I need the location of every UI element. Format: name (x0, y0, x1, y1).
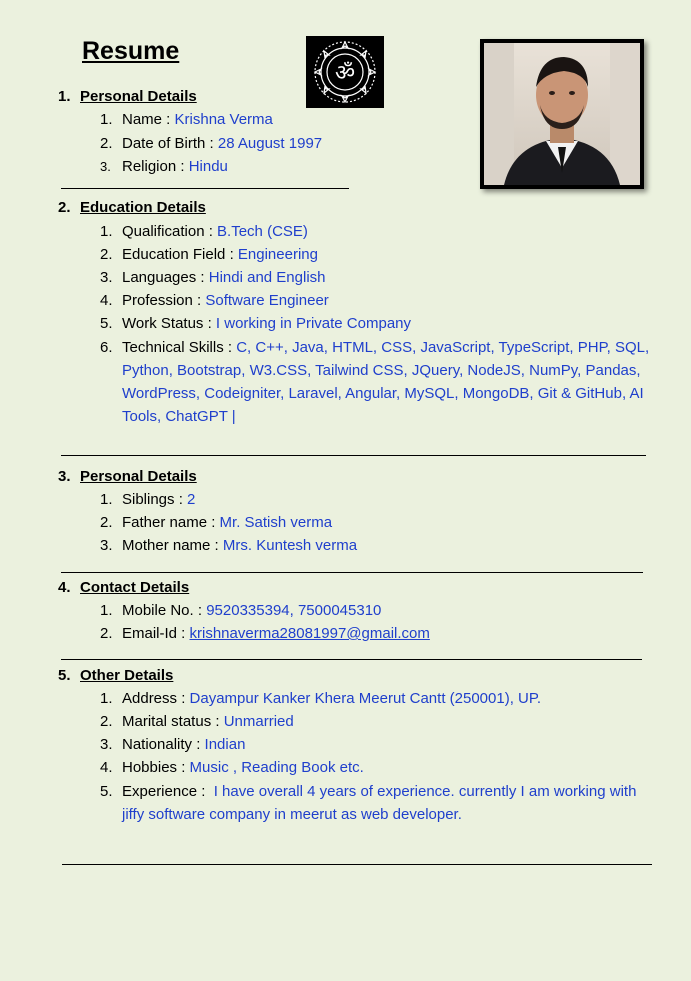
item-label: Work Status : (122, 315, 216, 332)
list-item (100, 534, 357, 557)
item-value: Dayampur Kanker Khera Meerut Cantt (250001), UP. (189, 690, 542, 707)
item-value: Krishna Verma (174, 111, 273, 128)
section-title: Other Details (80, 667, 174, 684)
item-number: 1. (100, 491, 113, 508)
item-value: Engineering (237, 246, 318, 263)
item-number: 3. (100, 159, 111, 174)
item-label: Technical Skills : (122, 339, 237, 356)
divider (61, 188, 349, 189)
list-item (100, 622, 430, 645)
item-label: Profession : (122, 292, 206, 309)
section-heading-personal-details-2 (58, 468, 197, 485)
item-value: Indian (204, 736, 246, 753)
item-number: 4. (100, 759, 113, 776)
item-number: 2. (100, 625, 113, 642)
section-title: Education Details (80, 199, 206, 216)
item-value: Hindi and English (208, 269, 326, 286)
item-number: 1. (100, 223, 113, 240)
item-number: 3. (100, 537, 113, 554)
item-value: Mrs. Kuntesh verma (222, 537, 358, 554)
item-label: Name : (122, 111, 175, 128)
resume-title: Resume (82, 37, 180, 65)
item-value: I working in Private Company (215, 315, 412, 332)
item-label: Email-Id : (122, 625, 190, 642)
section-title: Personal Details (80, 468, 197, 485)
section-number: 1. (58, 88, 71, 105)
item-number: 6. (100, 339, 113, 356)
list-item (100, 243, 318, 266)
om-symbol-icon (306, 36, 384, 108)
item-value: Hindu (188, 158, 228, 175)
item-label: Nationality : (122, 736, 205, 753)
list-item (100, 312, 411, 335)
divider (61, 572, 643, 573)
item-number: 5. (100, 315, 113, 332)
divider (61, 659, 642, 660)
divider (62, 864, 652, 865)
list-item (100, 155, 228, 178)
section-title: Personal Details (80, 88, 197, 105)
section-heading-contact-details (58, 579, 189, 596)
item-value: Software Engineer (205, 292, 329, 309)
mobile-numbers: 9520335394, 7500045310 (206, 602, 382, 619)
list-item (100, 599, 381, 622)
section-number: 4. (58, 579, 71, 596)
item-value: B.Tech (CSE) (217, 223, 308, 240)
item-number: 1. (100, 690, 113, 707)
item-value: C, C++, Java, HTML, CSS, JavaScript, TypeScript, PHP, SQL, Python, Bootstrap, W3.CSS, Tailwind CSS, JQuery, NodeJS, NumPy, Pandas, WordPress, Codeigniter, Laravel, Angular, MySQL, MongoDB, Git & GitHub, AI Tools, ChatGPT | (122, 339, 650, 425)
email-link[interactable]: krishnaverma28081997@gmail.com (189, 625, 430, 642)
item-label: Mobile No. : (122, 602, 207, 619)
item-label: Father name : (122, 514, 220, 531)
item-label: Marital status : (122, 713, 224, 730)
section-heading-other-details (58, 667, 173, 684)
item-value: Mr. Satish verma (219, 514, 333, 531)
section-number: 2. (58, 199, 71, 216)
item-number: 3. (100, 736, 113, 753)
item-value: Music , Reading Book etc. (189, 759, 364, 776)
item-number: 4. (100, 292, 113, 309)
item-label: Religion : (122, 158, 189, 175)
item-label: Hobbies : (122, 759, 190, 776)
list-item-number (100, 780, 113, 803)
item-label: Experience : (122, 783, 214, 800)
item-label: Languages : (122, 269, 209, 286)
item-label: Siblings : (122, 491, 188, 508)
item-label: Date of Birth : (122, 135, 218, 152)
item-number: 1. (100, 602, 113, 619)
item-number: 2. (100, 135, 113, 152)
list-item (100, 511, 332, 534)
technical-skills-text (122, 336, 652, 428)
list-item (100, 710, 294, 733)
item-number: 5. (100, 783, 113, 800)
item-number: 2. (100, 246, 113, 263)
section-number: 5. (58, 667, 71, 684)
item-number: 2. (100, 713, 113, 730)
item-label: Mother name : (122, 537, 223, 554)
profile-photo (480, 39, 644, 189)
list-item (100, 488, 195, 511)
item-value: 2 (187, 491, 196, 508)
list-item (100, 220, 308, 243)
list-item (100, 687, 541, 710)
list-item (100, 289, 329, 312)
list-item (100, 733, 245, 756)
section-number: 3. (58, 468, 71, 485)
list-item (100, 266, 326, 289)
list-item (100, 108, 273, 131)
section-heading-personal-details (58, 88, 197, 105)
svg-text:ॐ: ॐ (334, 61, 356, 86)
item-label: Education Field : (122, 246, 238, 263)
divider (61, 455, 646, 456)
item-number: 1. (100, 111, 113, 128)
item-value: I have overall 4 years of experience. currently I am working with jiffy software company in meerut as web developer. (122, 783, 641, 823)
item-number: 2. (100, 514, 113, 531)
section-heading-education-details (58, 199, 206, 216)
item-number: 3. (100, 269, 113, 286)
list-item-number (100, 336, 113, 359)
section-title: Contact Details (80, 579, 190, 596)
item-label: Address : (122, 690, 190, 707)
item-value: 28 August 1997 (217, 135, 323, 152)
item-value: Unmarried (223, 713, 294, 730)
experience-text (122, 780, 652, 826)
item-label: Qualification : (122, 223, 218, 240)
list-item (100, 132, 322, 155)
list-item (100, 756, 364, 779)
